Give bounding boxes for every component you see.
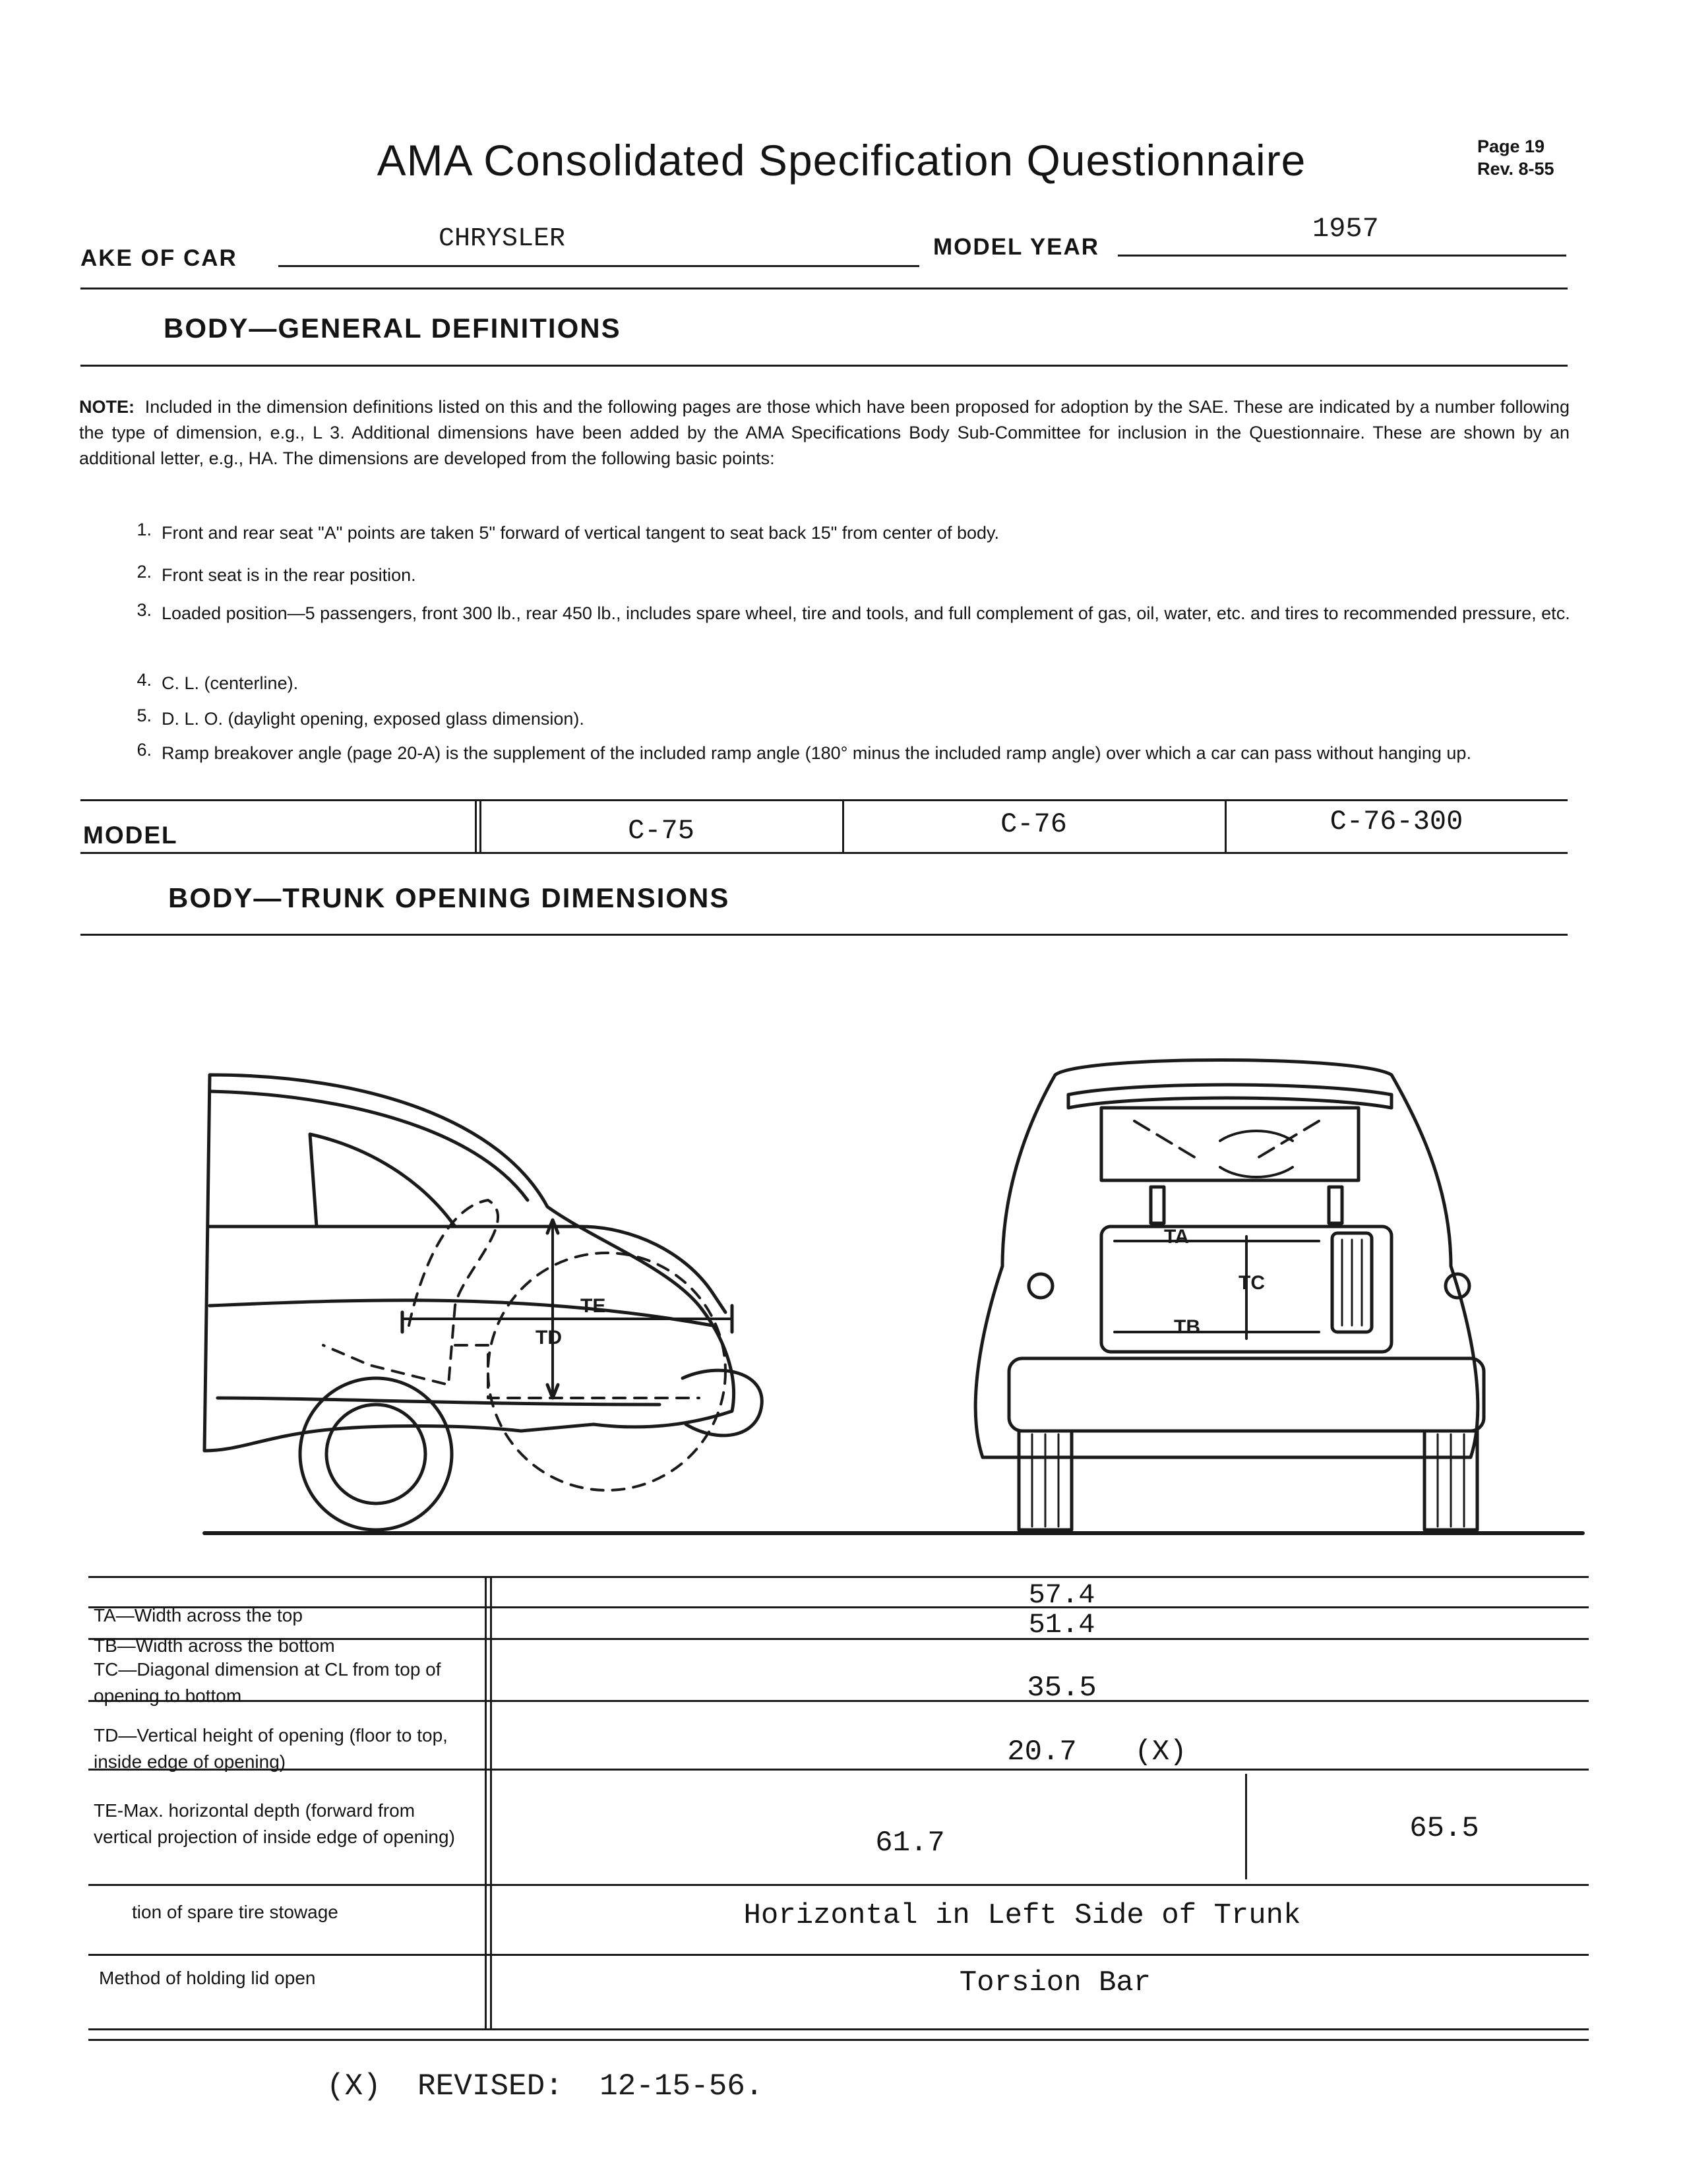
model-c75: C-75 <box>628 815 694 847</box>
value-td: 20.7 <box>1007 1736 1077 1769</box>
row-label-lid-open: Method of holding lid open <box>99 1968 316 1988</box>
point-2-number: 2. <box>137 562 152 582</box>
point-1-text: Front and rear seat "A" points are taken 5" forward of vertical tangent to seat back 15" from center of body. <box>162 523 1000 543</box>
row-label-ta: TA—Width across the top <box>94 1605 303 1625</box>
revision-date: Rev. 8-55 <box>1477 159 1554 179</box>
table-col-divider <box>485 1576 487 2030</box>
general-definitions-heading: BODY—GENERAL DEFINITIONS <box>164 313 621 344</box>
side-view-car <box>204 1075 762 1530</box>
point-5-number: 5. <box>137 706 152 725</box>
model-row-top <box>80 799 1568 801</box>
point-1-number: 1. <box>137 520 152 539</box>
point-4-text: C. L. (centerline). <box>162 673 299 693</box>
model-row-bottom <box>80 852 1568 854</box>
point-4-number: 4. <box>137 670 152 690</box>
point-3-number: 3. <box>137 600 152 620</box>
value-tb: 51.4 <box>1028 1609 1095 1641</box>
table-top-rule <box>88 1576 1589 1578</box>
model-year-value: 1957 <box>1312 213 1379 245</box>
label-ta: TA <box>1164 1226 1189 1248</box>
value-spare-tire: Horizontal in Left Side of Trunk <box>743 1899 1301 1932</box>
row-sep-6 <box>88 1954 1589 1956</box>
value-te-left: 61.7 <box>875 1827 945 1860</box>
model-year-label: MODEL YEAR <box>933 234 1100 260</box>
note-label: NOTE: <box>79 397 135 417</box>
trunk-dimensions-heading: BODY—TRUNK OPENING DIMENSIONS <box>168 882 730 913</box>
note-text: Included in the dimension definitions listed on this and the following pages are those which have been proposed for adoption by the SAE. These are indicated by a number following the type of dimension, e.g., L 3. Additional dimensions have been added by the AMA Specifications Body Sub-Committee for inclusion in the Questionnaire. These are shown by an additional letter, e.g., HA. The dimensions are developed from the following basic points: <box>79 397 1570 468</box>
header-divider <box>80 288 1568 289</box>
row-label-tc: TC—Diagonal dimension at CL from top of opening to bottom <box>94 1659 441 1706</box>
model-c76-300: C-76-300 <box>1330 806 1463 837</box>
note-paragraph <box>79 394 1570 471</box>
page-reference <box>1477 135 1554 180</box>
revision-note: (X) REVISED: 12-15-56. <box>326 2069 764 2104</box>
row-label-tb: TB—Width across the bottom <box>94 1635 335 1656</box>
table-bottom-rule-2 <box>88 2039 1589 2041</box>
make-of-car-label: AKE OF CAR <box>80 245 237 271</box>
model-label: MODEL <box>83 822 178 849</box>
label-tb: TB <box>1174 1316 1200 1338</box>
general-divider <box>80 365 1568 367</box>
row-label-td: TD—Vertical height of opening (floor to top, inside edge of opening) <box>94 1725 448 1772</box>
table-col-divider-b <box>490 1576 492 2030</box>
label-tc: TC <box>1239 1272 1265 1294</box>
value-tc: 35.5 <box>1027 1672 1097 1705</box>
form-title: AMA Consolidated Specification Questionnaire <box>377 136 1306 185</box>
trunk-divider <box>80 934 1568 936</box>
label-td: TD <box>536 1327 562 1349</box>
rear-view-car <box>975 1060 1484 1531</box>
row-label-te: TE-Max. horizontal depth (forward from vertical projection of inside edge of opening) <box>94 1800 455 1847</box>
value-ta: 57.4 <box>1028 1579 1095 1611</box>
table-bottom-rule <box>88 2028 1589 2030</box>
row-label-spare-tire: tion of spare tire stowage <box>132 1902 338 1922</box>
page-number: Page 19 <box>1477 136 1545 156</box>
make-underline <box>278 265 919 267</box>
point-5-text: D. L. O. (daylight opening, exposed glass dimension). <box>162 709 584 729</box>
make-of-car-value: CHRYSLER <box>439 224 566 254</box>
trunk-diagram <box>0 1029 1683 1543</box>
value-te-right: 65.5 <box>1409 1812 1479 1845</box>
te-col-divider <box>1245 1774 1247 1879</box>
year-underline <box>1118 255 1566 257</box>
point-6-text: Ramp breakover angle (page 20-A) is the supplement of the included ramp angle (180° minus the included ramp angle) over which a car can pass without hanging up. <box>162 743 1471 763</box>
label-te: TE <box>580 1295 606 1317</box>
model-c76: C-76 <box>1000 808 1067 840</box>
point-3-text: Loaded position—5 passengers, front 300 lb., rear 450 lb., includes spare wheel, tire and tools, and full complement of gas, oil, water, etc. and tires to recommended pressure, etc. <box>162 603 1570 623</box>
row-sep-5 <box>88 1884 1589 1886</box>
value-td-mark: (X) <box>1134 1736 1187 1769</box>
point-6-number: 6. <box>137 740 152 760</box>
model-col-divider-1 <box>475 799 477 853</box>
point-2-text: Front seat is in the rear position. <box>162 565 416 585</box>
value-lid-open: Torsion Bar <box>959 1966 1151 1999</box>
